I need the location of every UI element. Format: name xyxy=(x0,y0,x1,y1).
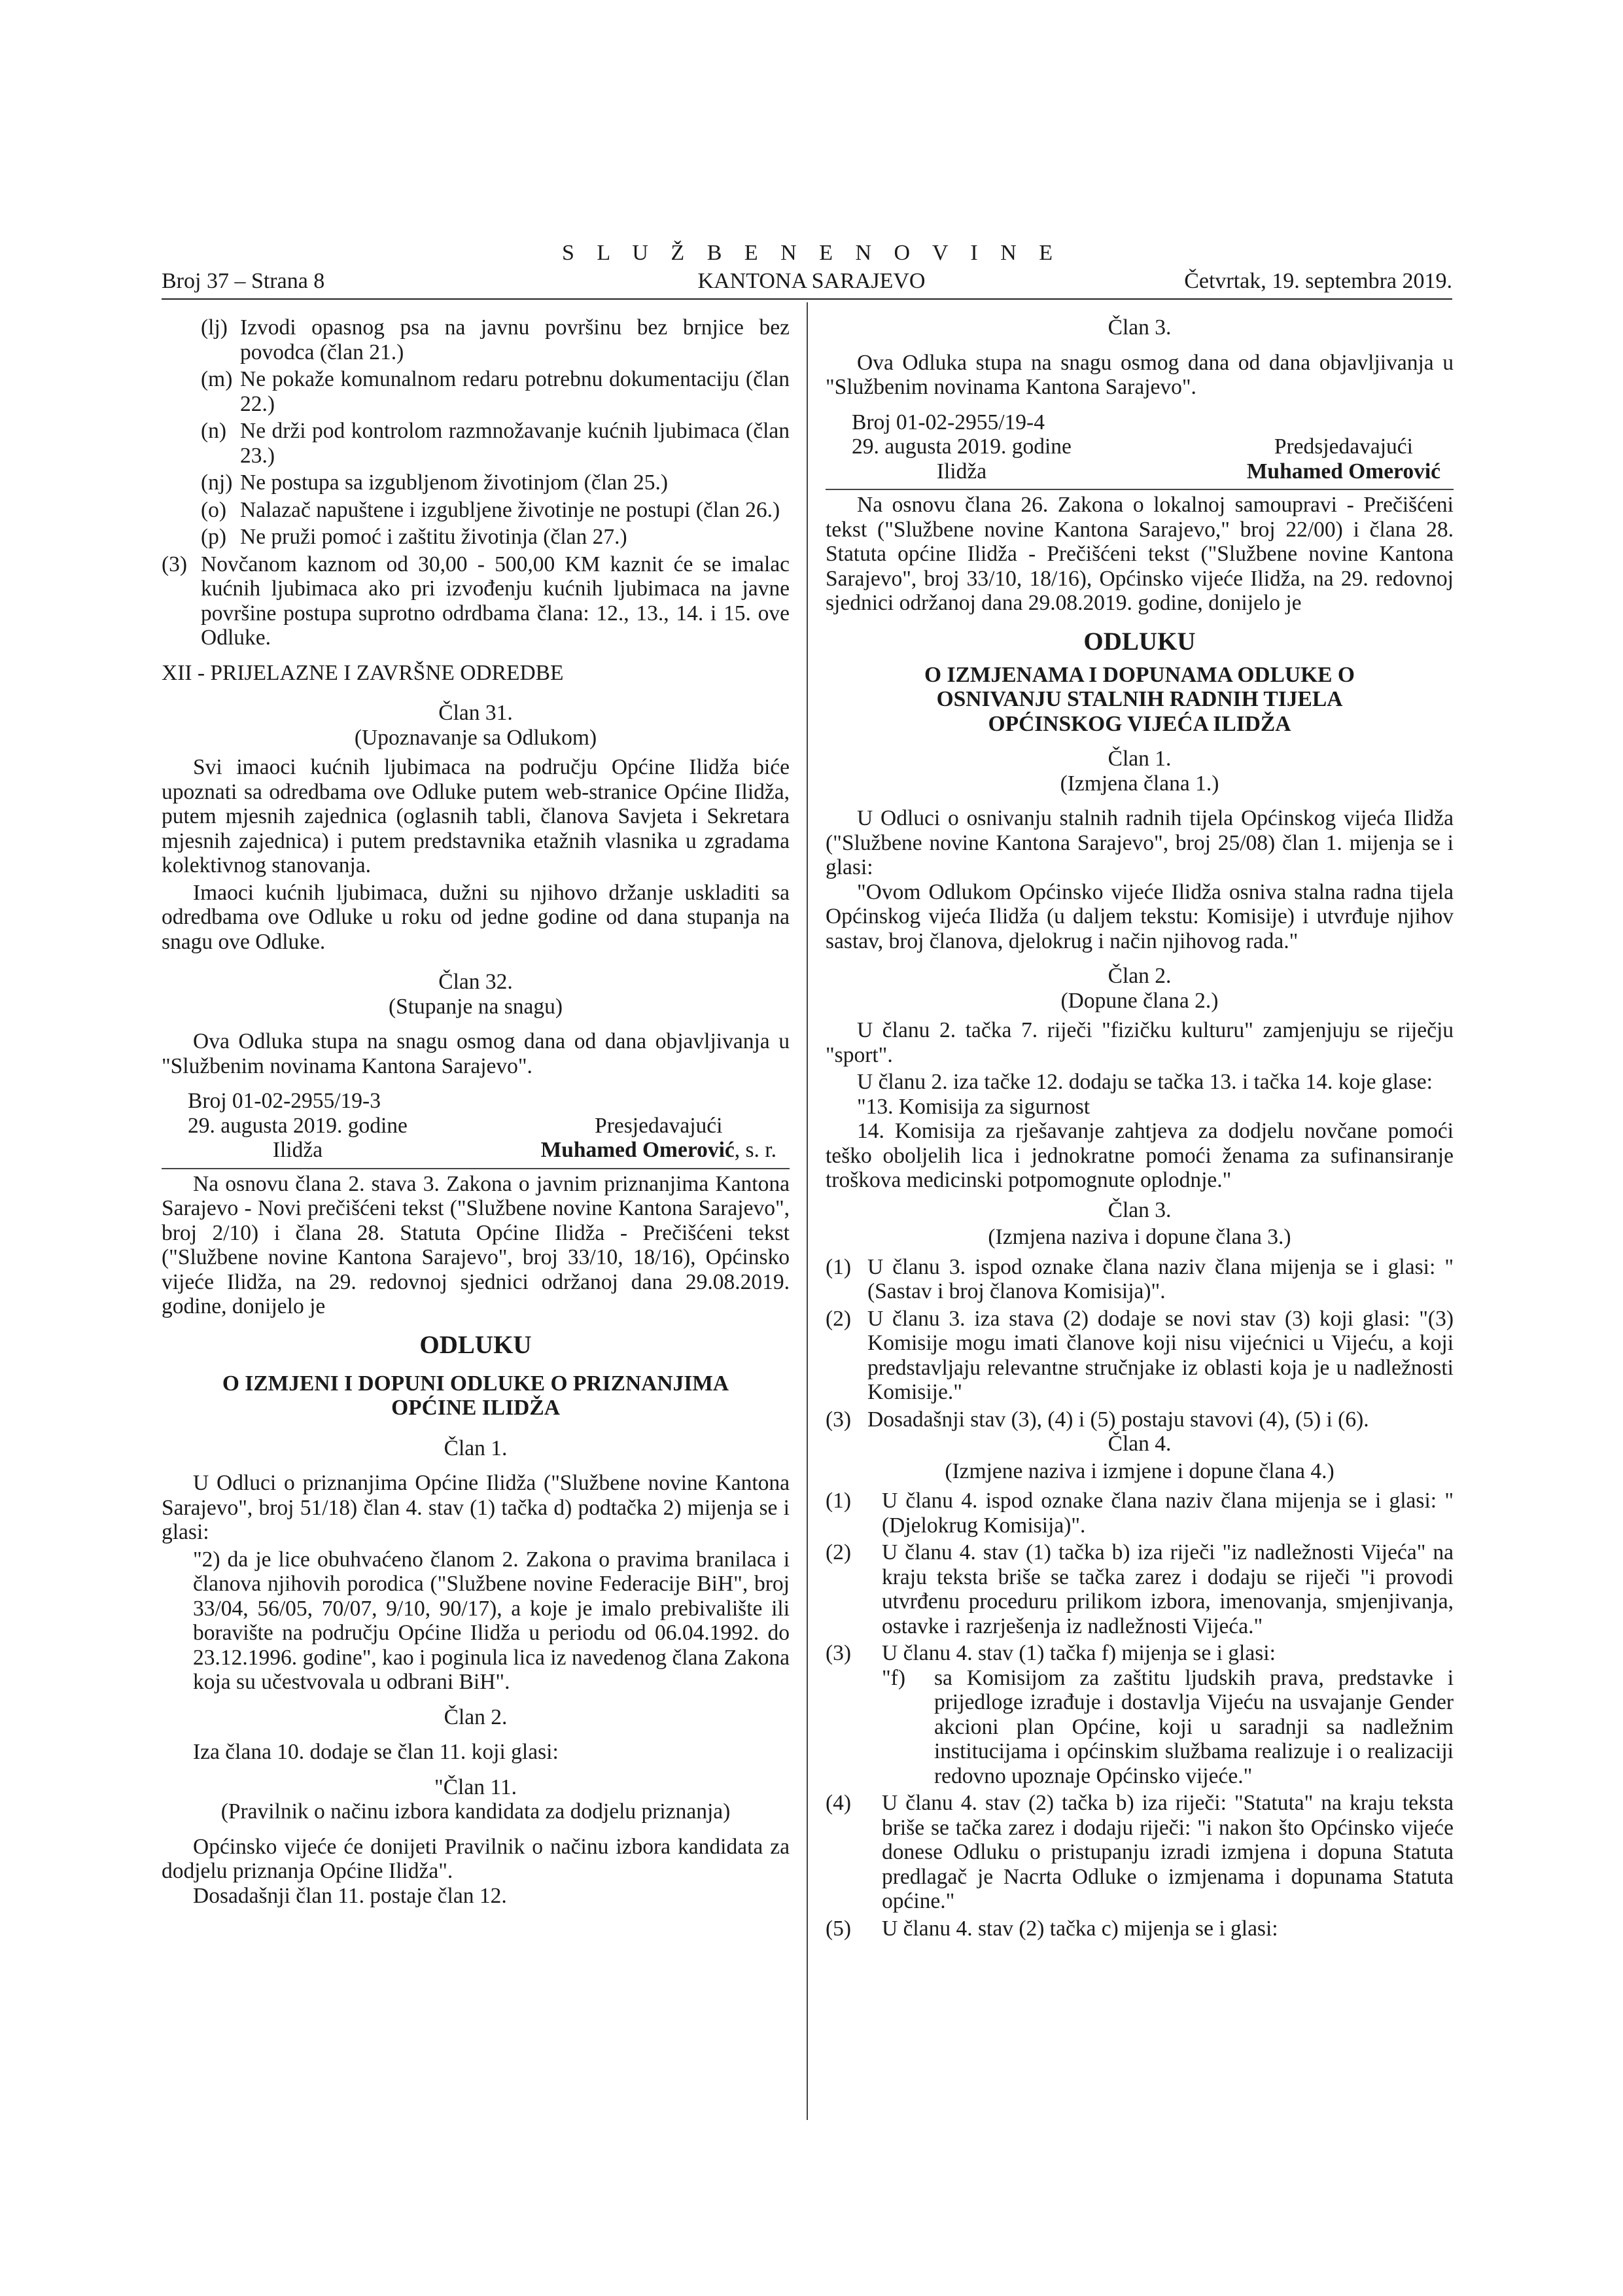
list-item: (lj) Izvodi opasnog psa na javnu površinu bez brnjice bez povodca (član 21.) xyxy=(201,315,790,364)
article-heading: Član 3. xyxy=(1108,1197,1172,1222)
quoted-text: "Ovom Odlukom Općinsko vijeće Ilidža osniva stalna radna tijela Općinskog vijeća Ilidža (u daljem tekstu: Komisije) i utvrđuje njihov sastav, broj članova, djelokrug i način njihovog rada." xyxy=(826,879,1454,953)
issue-page-number: Broj 37 – Strana 8 xyxy=(162,269,325,293)
article-heading: Član 31. xyxy=(438,701,513,725)
article-heading: Član 1. xyxy=(1108,747,1172,771)
signature-left: Broj 01-02-2955/19-3 29. augusta 2019. godine Ilidža xyxy=(188,1089,408,1162)
issue-date: Četvrtak, 19. septembra 2019. xyxy=(1184,269,1452,293)
paragraph: U članu 2. iza tačke 12. dodaju se tačka 13. i tačka 14. koje glase: xyxy=(857,1070,1433,1094)
penalty-list xyxy=(162,315,790,550)
decision-title: O IZMJENI I DOPUNI ODLUKE O PRIZNANJIMA OPĆINE ILIDŽA xyxy=(222,1371,729,1420)
right-column xyxy=(826,315,1454,1941)
paragraph: Općinsko vijeće će donijeti Pravilnik o načinu izbora kandidata za dodjelu priznanja Općine Ilidža". xyxy=(162,1834,790,1883)
quoted-text: "2) da je lice obuhvaćeno članom 2. Zakona o pravima branilaca i članova njihovih porodica ("Službene novine Federacije BiH", broj 33/04, 56/05, 70/07, 9/10, 90/17), a koje je imalo prebivalište ili boravište na području Općine Ilidža u periodu od 06.04.1992. do 23.12.1996. godine", kao i poginula lica iz navedenog člana Zakona koja su učestvovala u odbrani BiH". xyxy=(193,1547,790,1694)
paragraph: U članu 2. tačka 7. riječi "fizičku kulturu" zamjenjuju se riječju "sport". xyxy=(826,1018,1454,1067)
article-subheading: (Stupanje na snagu) xyxy=(388,994,563,1019)
column-divider xyxy=(807,302,808,2120)
list-item: (3) Dosadašnji stav (3), (4) i (5) postaju stavovi (4), (5) i (6). xyxy=(826,1407,1369,1432)
article-heading: Član 2. xyxy=(1108,964,1172,988)
article-heading: Član 3. xyxy=(1108,315,1172,340)
list-item: (n) Ne drži pod kontrolom razmnožavanje kućnih ljubimaca (član 23.) xyxy=(201,419,790,468)
header-rule xyxy=(162,298,1452,300)
paragraph: U Odluci o priznanjima Općine Ilidža ("Službene novine Kantona Sarajevo", broj 51/18) član 4. stav (1) tačka d) podtačka 2) mijenja se i glasi: xyxy=(162,1471,790,1544)
article-heading: Član 4. xyxy=(1108,1432,1172,1456)
signature-block xyxy=(826,410,1454,484)
list-item: (5) U članu 4. stav (2) tačka c) mijenja se i glasi: xyxy=(826,1916,1278,1941)
paragraph: Svi imaoci kućnih ljubimaca na području Općine Ilidža biće upoznati sa odredbama ove Odluke putem web-stranice Općine Ilidža, putem mjesnih zajednica (oglasnih tabli, članova Savjeta i Sekretara mjesnih zajednica) i putem predstavnika etažnih vlasnika u zgradama kolektivnog stanovanja. xyxy=(162,755,790,877)
article-heading: Član 2. xyxy=(444,1704,508,1729)
left-column xyxy=(162,315,790,1908)
paragraph: Ova Odluka stupa na snagu osmog dana od dana objavljivanja u "Službenim novinama Kantona Sarajevo". xyxy=(162,1029,790,1078)
paragraph: Ova Odluka stupa na snagu osmog dana od dana objavljivanja u "Službenim novinama Kantona Sarajevo". xyxy=(826,350,1454,399)
list-item: (2) U članu 3. iza stava (2) dodaje se novi stav (3) koji glasi: "(3) Komisije mogu imati članove koji nisu vijećnici u Vijeću, a koji predstavljaju relevantne stručnjake iz oblasti koja je u nadležnosti Komisije." xyxy=(826,1306,1454,1404)
list-item: (1) U članu 3. ispod oznake člana naziv člana mijenja se i glasi: "(Sastav i broj članova Komisija)". xyxy=(826,1254,1454,1303)
preamble: Na osnovu člana 2. stava 3. Zakona o javnim priznanjima Kantona Sarajevo - Novi prečišćeni tekst ("Službene novine Kantona Sarajevo", broj 2/10) i člana 28. Statuta Općine Ilidža - Prečišćeni tekst ("Službene novine Kantona Sarajevo", broj 33/10, 18/16), Općinsko vijeće Ilidža, na 29. redovnoj sjednici održanoj dana 29.08.2019. godine, donijelo je xyxy=(162,1171,790,1318)
article-subheading: (Upoznavanje sa Odlukom) xyxy=(354,725,597,750)
article-heading: Član 1. xyxy=(444,1436,508,1460)
section-heading: XII - PRIJELAZNE I ZAVRŠNE ODREDBE xyxy=(162,660,564,685)
signature-block xyxy=(162,1089,790,1163)
article-subheading: (Izmjena naziva i dopune člana 3.) xyxy=(988,1225,1291,1249)
sub-list-item: "f) sa Komisijom za zaštitu ljudskih prava, predstavke i prijedloge izrađuje i dostavlja Vijeću na usvajanje Gender akcioni plan Općine, koji u saradnji sa nadležnim institucijama i općinskim službama realizuje i o realizaciji redovno upoznaje Općinsko vijeće." xyxy=(882,1665,1454,1788)
list-item: (4) U članu 4. stav (2) tačka b) iza riječi: "Statuta" na kraju teksta briše se tačka zarez i dodaju riječi: "i nakon što Općinsko vijeće donese Odluku o pristupanju izradi izmjena i dopuna Statuta predlagač je Nacrta Odluke o izmjenama i dopunama Statuta općine." xyxy=(826,1791,1454,1913)
list-item: (2) U članu 4. stav (1) tačka b) iza riječi "iz nadležnosti Vijeća" na kraju teksta briše se tačka zarez i dodaju se riječi "i provodi utvrđenu proceduru prilikom izbora, imenovanja, smjenjivanja, ostavke i razrješenja iz nadležnosti Vijeća." xyxy=(826,1540,1454,1638)
paragraph: Iza člana 10. dodaje se član 11. koji glasi: xyxy=(193,1740,559,1764)
list-item: (1) U članu 4. ispod oznake člana naziv člana mijenja se i glasi: "(Djelokrug Komisija)". xyxy=(826,1489,1454,1538)
article-heading: Član 32. xyxy=(438,970,513,994)
article-subheading: (Izmjene naziva i izmjene i dopune člana 4.) xyxy=(945,1458,1335,1483)
quoted-text: 14. Komisija za rješavanje zahtjeva za dodjelu novčane pomoći teško oboljelih lica i jednokratne pomoći ženama za sufinansiranje troškova medicinski potpomognute oplodnje." xyxy=(826,1119,1454,1192)
quoted-article-subheading: (Pravilnik o načinu izbora kandidata za dodjelu priznanja) xyxy=(220,1799,731,1824)
decision-heading: ODLUKU xyxy=(1083,627,1196,656)
decision-title: O IZMJENAMA I DOPUNAMA ODLUKE O OSNIVANJU STALNIH RADNIH TIJELA OPĆINSKOG VIJEĆA ILIDŽA xyxy=(924,662,1355,736)
quoted-article-heading: "Član 11. xyxy=(434,1775,517,1799)
list-item: (3) U članu 4. stav (1) tačka f) mijenja se i glasi: xyxy=(826,1641,1276,1665)
signatory-name: Muhamed Omerović xyxy=(1246,459,1440,484)
signature-right: Presjedavajući Muhamed Omerović, s. r. xyxy=(540,1113,777,1162)
article-subheading: (Izmjena člana 1.) xyxy=(1060,771,1219,796)
quoted-text: "13. Komisija za sigurnost xyxy=(857,1094,1091,1119)
signatory-name: Muhamed Omerović xyxy=(540,1138,735,1162)
preamble: Na osnovu člana 26. Zakona o lokalnoj samoupravi - Prečišćeni tekst ("Službene novine Kantona Sarajevo," broj 22/00) i člana 28. Statuta općine Ilidža - Prečišćeni tekst ("Službene novine Kantona Sarajevo", broj 33/10, 18/16), Općinsko vijeće Ilidža, na 29. redovnoj sjednici održanoj dana 29.08.2019. godine, donijelo je xyxy=(826,493,1454,615)
signature-right: Predsjedavajući Muhamed Omerović xyxy=(1246,434,1440,484)
list-item: (o) Nalazač napuštene i izgubljene životinje ne postupi (član 26.) xyxy=(201,497,780,522)
paragraph: U Odluci o osnivanju stalnih radnih tijela Općinskog vijeća Ilidža ("Službene novine Kantona Sarajevo", broj 25/08) član 1. mijenja se i glasi: xyxy=(826,806,1454,879)
paragraph: Imaoci kućnih ljubimaca, dužni su njihovo držanje uskladiti sa odredbama ove Odluke u roku od jedne godine od dana stupanja na snagu ove Odluke. xyxy=(162,880,790,954)
gazette-title: S L U Ž B E N E N O V I N E xyxy=(561,241,1062,265)
paragraph: Dosadašnji član 11. postaje član 12. xyxy=(193,1883,507,1908)
signature-left: Broj 01-02-2955/19-4 29. augusta 2019. godine Ilidža xyxy=(852,410,1072,484)
article-subheading: (Dopune člana 2.) xyxy=(1060,988,1219,1013)
document-separator xyxy=(826,489,1454,490)
list-item: (nj) Ne postupa sa izgubljenom životinjom (član 25.) xyxy=(201,470,669,495)
gazette-subtitle: KANTONA SARAJEVO xyxy=(697,269,926,293)
document-separator xyxy=(162,1168,790,1169)
list-item: (m) Ne pokaže komunalnom redaru potrebnu dokumentaciju (član 22.) xyxy=(201,367,790,416)
list-item: (p) Ne pruži pomoć i zaštitu životinja (član 27.) xyxy=(201,525,627,549)
paragraph-3: (3) Novčanom kaznom od 30,00 - 500,00 KM kaznit će se imalac kućnih ljubimaca ako pri izvođenju kućnih ljubimaca na javne površine postupa suprotno odrdbama člana: 12., 13., 14. i 15. ove Odluke. xyxy=(162,552,790,650)
decision-heading: ODLUKU xyxy=(419,1330,532,1359)
